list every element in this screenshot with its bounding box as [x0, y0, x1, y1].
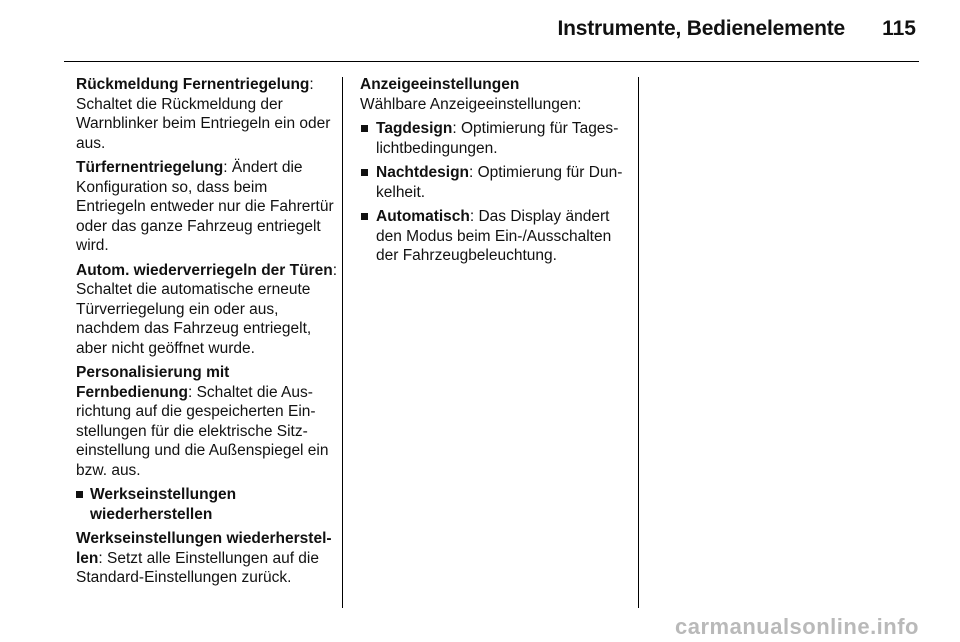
left-column: [76, 75, 338, 593]
list-item-day-design: [360, 119, 628, 158]
text-restore-factory: : Setzt alle Einstellungen auf die Standard-Einstellungen zurück.: [76, 549, 319, 586]
list-item-night-design: [360, 163, 628, 202]
watermark: carmanualsonline.info: [675, 614, 919, 639]
text-remote-door-unlock: : Ändert die Konfiguration so, dass beim Entriegeln entweder nur die Fahrertür oder das ganze Fahrzeug entriegelt wird.: [76, 159, 334, 254]
section-intro: Wählbare Anzeigeeinstellungen:: [360, 95, 582, 113]
text-remote-unlock-feedback: : Schaltet die Rückmeldung der Warnblinker beim Entriegeln ein oder aus.: [76, 76, 331, 152]
section-heading: [360, 75, 628, 95]
page-number: 115: [882, 17, 916, 40]
bullet-restore-factory-label: Werkseinstellungen wiederherstellen: [90, 486, 237, 523]
paragraph-remote-unlock-feedback: [76, 75, 338, 153]
paragraph-restore-factory: [76, 529, 338, 588]
term-night-design: Nachtdesign: [376, 164, 470, 181]
bullet-square-icon: [76, 491, 83, 498]
paragraph-remote-door-unlock: [76, 158, 338, 256]
text-night-design: : Optimierung für Dunkelheit.: [376, 164, 623, 201]
term-remote-unlock-feedback: Rückmeldung Fernentriegelung: [76, 76, 310, 93]
column-divider-left: [342, 77, 343, 608]
paragraph-remote-personalization: [76, 363, 338, 480]
bullet-square-icon: [361, 213, 368, 220]
term-automatic: Automatisch: [376, 208, 470, 225]
text-automatic: : Das Display ändert den Modus beim Ein-/Ausschalten der Fahrzeugbeleuchtung.: [376, 208, 612, 264]
text-auto-relock: : Schaltet die automatische erneute Türverriegelung ein oder aus, nachdem das Fahrzeug entriegelt, aber nicht geöffnet wurde.: [76, 261, 337, 357]
bullet-restore-factory: [76, 485, 338, 524]
paragraph-auto-relock: [76, 261, 338, 359]
term-remote-personalization: Personalisierung mit Fernbedienung: [76, 364, 230, 401]
term-restore-factory: Werkseinstellungen wiederherstellen: [76, 530, 332, 567]
text-day-design: : Optimierung für Tageslichtbedingungen.: [376, 120, 619, 157]
term-day-design: Tagdesign: [376, 120, 453, 137]
section-heading-text: Anzeigeeinstellungen: [360, 76, 520, 93]
list-item-automatic: [360, 207, 628, 266]
header-divider: [64, 61, 919, 62]
term-auto-relock: Autom. wiederverriegeln der Türen: [76, 261, 333, 279]
middle-column: [360, 75, 628, 271]
bullet-square-icon: [361, 125, 368, 132]
bullet-square-icon: [361, 169, 368, 176]
text-remote-personalization: : Schaltet die Ausrichtung auf die gespeicherten Einstellungen für die elektrische Sitzeinstellung und die Außenspiegel ein bzw. aus.: [76, 383, 329, 479]
column-divider-right: [638, 77, 639, 608]
term-remote-door-unlock: Türfernentriegelung: [76, 159, 224, 176]
page-title: Instrumente, Bedienelemente: [557, 17, 845, 40]
